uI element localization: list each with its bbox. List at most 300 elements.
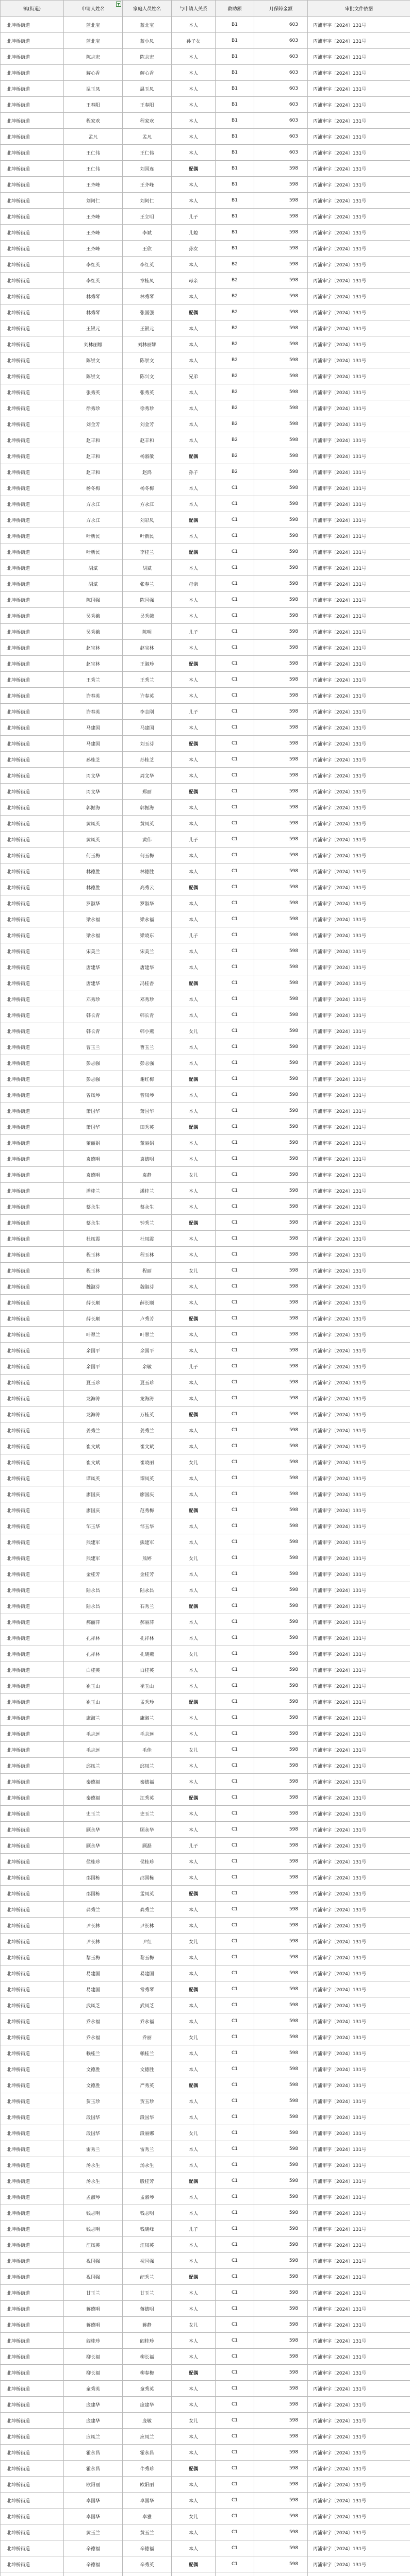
- cell-amount[interactable]: 598: [254, 1582, 308, 1598]
- cell-relation[interactable]: 本人: [172, 768, 216, 784]
- cell-document[interactable]: 丙浦审字〔2024〕131号: [308, 1343, 410, 1359]
- cell-town[interactable]: 北坤桥街道: [1, 1646, 64, 1662]
- cell-level[interactable]: C1: [216, 1247, 254, 1263]
- cell-relation[interactable]: 配偶: [172, 1311, 216, 1327]
- cell-applicant[interactable]: 秦德福: [64, 1774, 123, 1790]
- cell-level[interactable]: C1: [216, 2221, 254, 2237]
- cell-amount[interactable]: 598: [254, 1391, 308, 1406]
- cell-level[interactable]: C1: [216, 1199, 254, 1215]
- cell-member[interactable]: 康淑兰: [123, 1710, 172, 1726]
- cell-level[interactable]: C1: [216, 1678, 254, 1694]
- cell-town[interactable]: 北坤桥街道: [1, 895, 64, 911]
- cell-town[interactable]: 北坤桥街道: [1, 2093, 64, 2109]
- cell-amount[interactable]: 598: [254, 1630, 308, 1646]
- cell-town[interactable]: 北坤桥街道: [1, 1295, 64, 1311]
- cell-level[interactable]: C1: [216, 1039, 254, 1055]
- cell-document[interactable]: 丙浦审字〔2024〕131号: [308, 2253, 410, 2269]
- cell-relation[interactable]: 本人: [172, 1997, 216, 2013]
- cell-relation[interactable]: 本人: [172, 943, 216, 959]
- cell-member[interactable]: 赖桂兰: [123, 2045, 172, 2061]
- cell-document[interactable]: 丙浦审字〔2024〕131号: [308, 2524, 410, 2540]
- cell-relation[interactable]: 本人: [172, 2333, 216, 2349]
- cell-town[interactable]: 北坤桥街道: [1, 768, 64, 784]
- cell-document[interactable]: 丙浦审字〔2024〕131号: [308, 2317, 410, 2333]
- cell-amount[interactable]: 598: [254, 1934, 308, 1950]
- cell-relation[interactable]: 本人: [172, 2429, 216, 2445]
- cell-town[interactable]: 北坤桥街道: [1, 1470, 64, 1486]
- cell-town[interactable]: 北坤桥街道: [1, 2397, 64, 2413]
- cell-document[interactable]: 丙浦审字〔2024〕131号: [308, 2556, 410, 2572]
- cell-relation[interactable]: 配偶: [172, 448, 216, 464]
- cell-document[interactable]: 丙浦审字〔2024〕131号: [308, 2237, 410, 2253]
- cell-document[interactable]: 丙浦审字〔2024〕131号: [308, 352, 410, 368]
- cell-document[interactable]: 丙浦审字〔2024〕131号: [308, 257, 410, 273]
- cell-town[interactable]: 北坤桥街道: [1, 2013, 64, 2029]
- cell-town[interactable]: 北坤桥街道: [1, 145, 64, 161]
- cell-member[interactable]: 雷秀兰: [123, 2141, 172, 2157]
- cell-level[interactable]: C1: [216, 863, 254, 879]
- cell-amount[interactable]: 598: [254, 1646, 308, 1662]
- cell-amount[interactable]: 598: [254, 640, 308, 656]
- cell-town[interactable]: 北坤桥街道: [1, 1518, 64, 1534]
- cell-document[interactable]: 丙浦审字〔2024〕131号: [308, 241, 410, 257]
- cell-document[interactable]: 丙浦审字〔2024〕131号: [308, 1119, 410, 1135]
- cell-relation[interactable]: 女儿: [172, 2509, 216, 2524]
- cell-document[interactable]: 丙浦审字〔2024〕131号: [308, 1263, 410, 1279]
- cell-town[interactable]: 北坤桥街道: [1, 816, 64, 832]
- cell-town[interactable]: 北坤桥街道: [1, 2381, 64, 2397]
- cell-town[interactable]: 北坤桥街道: [1, 1678, 64, 1694]
- cell-town[interactable]: 北坤桥街道: [1, 257, 64, 273]
- cell-town[interactable]: 北坤桥街道: [1, 2285, 64, 2301]
- cell-level[interactable]: C1: [216, 1470, 254, 1486]
- cell-amount[interactable]: 598: [254, 1167, 308, 1183]
- cell-relation[interactable]: 本人: [172, 895, 216, 911]
- cell-level[interactable]: C1: [216, 1997, 254, 2013]
- cell-level[interactable]: C1: [216, 784, 254, 800]
- cell-level[interactable]: C1: [216, 1550, 254, 1566]
- cell-relation[interactable]: 本人: [172, 496, 216, 512]
- cell-town[interactable]: 北坤桥街道: [1, 1135, 64, 1151]
- cell-applicant[interactable]: 蓝北宝: [64, 33, 123, 49]
- cell-town[interactable]: 北坤桥街道: [1, 800, 64, 816]
- cell-town[interactable]: 北坤桥街道: [1, 1758, 64, 1774]
- cell-relation[interactable]: 本人: [172, 1007, 216, 1023]
- cell-document[interactable]: 丙浦审字〔2024〕131号: [308, 1710, 410, 1726]
- cell-document[interactable]: 丙浦审字〔2024〕131号: [308, 1023, 410, 1039]
- cell-applicant[interactable]: 刘金芳: [64, 416, 123, 432]
- cell-applicant[interactable]: 程玉林: [64, 1263, 123, 1279]
- cell-level[interactable]: B1: [216, 161, 254, 177]
- cell-member[interactable]: 刘国连: [123, 161, 172, 177]
- cell-town[interactable]: 北坤桥街道: [1, 1422, 64, 1438]
- cell-applicant[interactable]: 胡斌: [64, 560, 123, 576]
- cell-member[interactable]: 罗淑华: [123, 895, 172, 911]
- cell-town[interactable]: 北坤桥街道: [1, 1007, 64, 1023]
- cell-applicant[interactable]: 郭振海: [64, 800, 123, 816]
- cell-document[interactable]: 丙浦审字〔2024〕131号: [308, 768, 410, 784]
- cell-relation[interactable]: 配偶: [172, 1215, 216, 1231]
- cell-level[interactable]: C1: [216, 1231, 254, 1247]
- cell-relation[interactable]: 儿子: [172, 624, 216, 640]
- cell-amount[interactable]: 598: [254, 1375, 308, 1391]
- cell-level[interactable]: C1: [216, 2189, 254, 2205]
- cell-relation[interactable]: 本人: [172, 1902, 216, 1918]
- cell-applicant[interactable]: 龙海涛: [64, 1406, 123, 1422]
- cell-amount[interactable]: 598: [254, 2285, 308, 2301]
- cell-member[interactable]: 许春英: [123, 688, 172, 704]
- cell-applicant[interactable]: 阎桂珍: [64, 2333, 123, 2349]
- cell-level[interactable]: C1: [216, 2381, 254, 2397]
- cell-amount[interactable]: 598: [254, 496, 308, 512]
- cell-applicant[interactable]: 谭凤英: [64, 1470, 123, 1486]
- cell-town[interactable]: 北坤桥街道: [1, 1694, 64, 1710]
- cell-town[interactable]: 北坤桥街道: [1, 2157, 64, 2173]
- cell-amount[interactable]: 598: [254, 1598, 308, 1614]
- cell-town[interactable]: 北坤桥街道: [1, 2429, 64, 2445]
- cell-amount[interactable]: 603: [254, 129, 308, 145]
- cell-applicant[interactable]: 童秀英: [64, 2381, 123, 2397]
- cell-town[interactable]: 北坤桥街道: [1, 2205, 64, 2221]
- cell-member[interactable]: 辛德福: [123, 2540, 172, 2556]
- cell-town[interactable]: 北坤桥街道: [1, 1055, 64, 1071]
- cell-amount[interactable]: 598: [254, 2365, 308, 2381]
- cell-document[interactable]: 丙浦审字〔2024〕131号: [308, 1806, 410, 1822]
- cell-applicant[interactable]: 许春英: [64, 688, 123, 704]
- header-applicant[interactable]: [64, 1, 123, 17]
- cell-amount[interactable]: 598: [254, 2093, 308, 2109]
- cell-town[interactable]: 北坤桥街道: [1, 624, 64, 640]
- cell-applicant[interactable]: 刘阿仁: [64, 193, 123, 209]
- cell-amount[interactable]: 598: [254, 576, 308, 592]
- cell-applicant[interactable]: 曹玉兰: [64, 1039, 123, 1055]
- cell-member[interactable]: 乔丽: [123, 2029, 172, 2045]
- cell-applicant[interactable]: 萧国华: [64, 1119, 123, 1135]
- cell-amount[interactable]: 598: [254, 1726, 308, 1742]
- header-relation[interactable]: [172, 1, 216, 17]
- cell-amount[interactable]: 598: [254, 2381, 308, 2397]
- cell-amount[interactable]: 603: [254, 65, 308, 81]
- cell-amount[interactable]: 598: [254, 672, 308, 688]
- cell-document[interactable]: 丙浦审字〔2024〕131号: [308, 289, 410, 304]
- cell-applicant[interactable]: 文德胜: [64, 2077, 123, 2093]
- cell-applicant[interactable]: 熊建军: [64, 1550, 123, 1566]
- cell-relation[interactable]: 本人: [172, 129, 216, 145]
- cell-level[interactable]: C1: [216, 1183, 254, 1199]
- cell-document[interactable]: 丙浦审字〔2024〕131号: [308, 1183, 410, 1199]
- cell-member[interactable]: 曾凤琴: [123, 1087, 172, 1103]
- cell-applicant[interactable]: 文德胜: [64, 2061, 123, 2077]
- cell-town[interactable]: 北坤桥街道: [1, 1327, 64, 1343]
- cell-relation[interactable]: 本人: [172, 800, 216, 816]
- cell-applicant[interactable]: 赵丰和: [64, 432, 123, 448]
- cell-town[interactable]: 北坤桥街道: [1, 2317, 64, 2333]
- cell-town[interactable]: 北坤桥街道: [1, 863, 64, 879]
- cell-document[interactable]: 丙浦审字〔2024〕131号: [308, 592, 410, 608]
- cell-town[interactable]: 北坤桥街道: [1, 1071, 64, 1087]
- cell-document[interactable]: 丙浦审字〔2024〕131号: [308, 1790, 410, 1806]
- cell-level[interactable]: C1: [216, 1534, 254, 1550]
- cell-level[interactable]: C1: [216, 1710, 254, 1726]
- cell-member[interactable]: 卓国华: [123, 2493, 172, 2509]
- cell-member[interactable]: 解心香: [123, 65, 172, 81]
- cell-level[interactable]: C1: [216, 592, 254, 608]
- cell-document[interactable]: 丙浦审字〔2024〕131号: [308, 2381, 410, 2397]
- cell-relation[interactable]: 本人: [172, 1231, 216, 1247]
- cell-document[interactable]: 丙浦审字〔2024〕131号: [308, 927, 410, 943]
- cell-member[interactable]: 袁静: [123, 1167, 172, 1183]
- cell-amount[interactable]: 598: [254, 368, 308, 384]
- cell-applicant[interactable]: 卓国华: [64, 2509, 123, 2524]
- cell-document[interactable]: 丙浦审字〔2024〕131号: [308, 2477, 410, 2493]
- cell-member[interactable]: 程丽: [123, 1263, 172, 1279]
- cell-amount[interactable]: 598: [254, 720, 308, 736]
- cell-member[interactable]: 欧阳丽: [123, 2477, 172, 2493]
- cell-town[interactable]: 北坤桥街道: [1, 704, 64, 720]
- cell-relation[interactable]: 本人: [172, 1438, 216, 1454]
- cell-document[interactable]: 丙浦审字〔2024〕131号: [308, 911, 410, 927]
- cell-applicant[interactable]: 何玉梅: [64, 848, 123, 863]
- cell-member[interactable]: 龙海涛: [123, 1391, 172, 1406]
- cell-document[interactable]: 丙浦审字〔2024〕131号: [308, 2077, 410, 2093]
- cell-level[interactable]: C1: [216, 1422, 254, 1438]
- cell-relation[interactable]: 配偶: [172, 544, 216, 560]
- cell-relation[interactable]: 本人: [172, 2381, 216, 2397]
- cell-relation[interactable]: 本人: [172, 400, 216, 416]
- cell-document[interactable]: 丙浦审字〔2024〕131号: [308, 1391, 410, 1406]
- cell-relation[interactable]: 本人: [172, 193, 216, 209]
- cell-applicant[interactable]: 叶新民: [64, 528, 123, 544]
- cell-applicant[interactable]: 辛德福: [64, 2540, 123, 2556]
- cell-member[interactable]: 姜秀兰: [123, 1422, 172, 1438]
- cell-relation[interactable]: 女儿: [172, 2029, 216, 2045]
- cell-town[interactable]: 北坤桥街道: [1, 2445, 64, 2461]
- cell-document[interactable]: 丙浦审字〔2024〕131号: [308, 959, 410, 975]
- cell-member[interactable]: 邱凤兰: [123, 1758, 172, 1774]
- cell-amount[interactable]: 598: [254, 2269, 308, 2285]
- cell-document[interactable]: 丙浦审字〔2024〕131号: [308, 2413, 410, 2429]
- cell-member[interactable]: 秦德福: [123, 1774, 172, 1790]
- cell-applicant[interactable]: 王齐峰: [64, 177, 123, 193]
- cell-applicant[interactable]: 吴秀娥: [64, 608, 123, 624]
- cell-applicant[interactable]: 康淑兰: [64, 1710, 123, 1726]
- cell-level[interactable]: C1: [216, 720, 254, 736]
- cell-relation[interactable]: 本人: [172, 1710, 216, 1726]
- cell-member[interactable]: 余敏: [123, 1359, 172, 1375]
- cell-member[interactable]: 冯桂香: [123, 975, 172, 991]
- cell-level[interactable]: C1: [216, 1071, 254, 1087]
- cell-level[interactable]: B1: [216, 209, 254, 225]
- cell-amount[interactable]: 598: [254, 1343, 308, 1359]
- cell-document[interactable]: 丙浦审字〔2024〕131号: [308, 1502, 410, 1518]
- cell-level[interactable]: C1: [216, 2317, 254, 2333]
- cell-amount[interactable]: 598: [254, 1694, 308, 1710]
- cell-applicant[interactable]: 程家欢: [64, 113, 123, 129]
- cell-amount[interactable]: 598: [254, 2349, 308, 2365]
- cell-member[interactable]: 金桂芳: [123, 1566, 172, 1582]
- cell-document[interactable]: 丙浦审字〔2024〕131号: [308, 33, 410, 49]
- cell-amount[interactable]: 598: [254, 1151, 308, 1167]
- cell-applicant[interactable]: 林秀琴: [64, 304, 123, 320]
- cell-relation[interactable]: 女儿: [172, 1263, 216, 1279]
- cell-level[interactable]: C1: [216, 608, 254, 624]
- cell-document[interactable]: 丙浦审字〔2024〕131号: [308, 895, 410, 911]
- cell-member[interactable]: 刘阿仁: [123, 193, 172, 209]
- cell-member[interactable]: 黄玉兰: [123, 2524, 172, 2540]
- cell-town[interactable]: 北坤桥街道: [1, 1343, 64, 1359]
- cell-town[interactable]: 北坤桥街道: [1, 97, 64, 113]
- cell-document[interactable]: 丙浦审字〔2024〕131号: [308, 2349, 410, 2365]
- cell-amount[interactable]: 598: [254, 2125, 308, 2141]
- cell-relation[interactable]: 本人: [172, 1870, 216, 1886]
- cell-relation[interactable]: 儿子: [172, 2221, 216, 2237]
- cell-relation[interactable]: 本人: [172, 560, 216, 576]
- cell-relation[interactable]: 本人: [172, 2237, 216, 2253]
- cell-member[interactable]: 李斌: [123, 225, 172, 241]
- cell-member[interactable]: 孔祥林: [123, 1630, 172, 1646]
- cell-level[interactable]: C1: [216, 1055, 254, 1071]
- cell-applicant[interactable]: 崔文斌: [64, 1438, 123, 1454]
- cell-relation[interactable]: 本人: [172, 1183, 216, 1199]
- cell-member[interactable]: 史玉兰: [123, 1806, 172, 1822]
- cell-member[interactable]: 杨淑敏: [123, 448, 172, 464]
- cell-town[interactable]: 北坤桥街道: [1, 209, 64, 225]
- cell-amount[interactable]: 598: [254, 1997, 308, 2013]
- cell-town[interactable]: 北坤桥街道: [1, 1774, 64, 1790]
- cell-relation[interactable]: 女儿: [172, 1454, 216, 1470]
- cell-relation[interactable]: 本人: [172, 2493, 216, 2509]
- cell-level[interactable]: C1: [216, 800, 254, 816]
- cell-applicant[interactable]: 孟凡: [64, 129, 123, 145]
- cell-document[interactable]: 丙浦审字〔2024〕131号: [308, 2269, 410, 2285]
- cell-applicant[interactable]: 毛志远: [64, 1726, 123, 1742]
- cell-member[interactable]: 邓秀珍: [123, 991, 172, 1007]
- cell-relation[interactable]: 本人: [172, 352, 216, 368]
- cell-document[interactable]: 丙浦审字〔2024〕131号: [308, 1470, 410, 1486]
- cell-applicant[interactable]: 马建国: [64, 736, 123, 752]
- cell-town[interactable]: 北坤桥街道: [1, 736, 64, 752]
- cell-level[interactable]: B2: [216, 304, 254, 320]
- cell-member[interactable]: 毛志远: [123, 1726, 172, 1742]
- cell-relation[interactable]: 本人: [172, 608, 216, 624]
- cell-member[interactable]: 何玉梅: [123, 848, 172, 863]
- cell-town[interactable]: 北坤桥街道: [1, 592, 64, 608]
- cell-relation[interactable]: 本人: [172, 2477, 216, 2493]
- cell-level[interactable]: C1: [216, 1790, 254, 1806]
- cell-level[interactable]: C1: [216, 1598, 254, 1614]
- cell-level[interactable]: C1: [216, 1582, 254, 1598]
- cell-level[interactable]: C1: [216, 1406, 254, 1422]
- cell-relation[interactable]: 本人: [172, 320, 216, 336]
- cell-applicant[interactable]: 徐秀珍: [64, 400, 123, 416]
- cell-amount[interactable]: 598: [254, 384, 308, 400]
- cell-document[interactable]: 丙浦审字〔2024〕131号: [308, 2301, 410, 2317]
- cell-level[interactable]: C1: [216, 1518, 254, 1534]
- cell-applicant[interactable]: 柳长福: [64, 2349, 123, 2365]
- cell-relation[interactable]: 儿子: [172, 927, 216, 943]
- cell-relation[interactable]: 本人: [172, 1295, 216, 1311]
- cell-applicant[interactable]: 董丽娟: [64, 1135, 123, 1151]
- cell-amount[interactable]: 603: [254, 33, 308, 49]
- cell-amount[interactable]: 598: [254, 241, 308, 257]
- cell-town[interactable]: 北坤桥街道: [1, 2173, 64, 2189]
- cell-relation[interactable]: 兄弟: [172, 368, 216, 384]
- cell-town[interactable]: 北坤桥街道: [1, 65, 64, 81]
- cell-level[interactable]: C1: [216, 991, 254, 1007]
- cell-relation[interactable]: 本人: [172, 2524, 216, 2540]
- cell-relation[interactable]: 本人: [172, 1965, 216, 1981]
- cell-town[interactable]: 北坤桥街道: [1, 1087, 64, 1103]
- cell-amount[interactable]: 598: [254, 959, 308, 975]
- cell-document[interactable]: 丙浦审字〔2024〕131号: [308, 49, 410, 65]
- cell-document[interactable]: 丙浦审字〔2024〕131号: [308, 1422, 410, 1438]
- cell-amount[interactable]: 598: [254, 2253, 308, 2269]
- cell-level[interactable]: B1: [216, 241, 254, 257]
- cell-level[interactable]: B1: [216, 49, 254, 65]
- cell-town[interactable]: 北坤桥街道: [1, 512, 64, 528]
- cell-document[interactable]: 丙浦审字〔2024〕131号: [308, 209, 410, 225]
- cell-applicant[interactable]: 汤永生: [64, 2173, 123, 2189]
- cell-level[interactable]: C1: [216, 1359, 254, 1375]
- cell-document[interactable]: 丙浦审字〔2024〕131号: [308, 2540, 410, 2556]
- cell-amount[interactable]: 598: [254, 2061, 308, 2077]
- cell-level[interactable]: [216, 2572, 254, 2576]
- cell-town[interactable]: 北坤桥街道: [1, 177, 64, 193]
- cell-town[interactable]: 北坤桥街道: [1, 289, 64, 304]
- cell-relation[interactable]: 本人: [172, 2301, 216, 2317]
- cell-document[interactable]: 丙浦审字〔2024〕131号: [308, 704, 410, 720]
- cell-amount[interactable]: 598: [254, 1614, 308, 1630]
- cell-level[interactable]: C1: [216, 1391, 254, 1406]
- cell-amount[interactable]: 598: [254, 2429, 308, 2445]
- cell-document[interactable]: 丙浦审字〔2024〕131号: [308, 304, 410, 320]
- cell-document[interactable]: 丙浦审字〔2024〕131号: [308, 384, 410, 400]
- cell-applicant[interactable]: 赵宝林: [64, 640, 123, 656]
- cell-level[interactable]: C1: [216, 2445, 254, 2461]
- cell-document[interactable]: 丙浦审字〔2024〕131号: [308, 2205, 410, 2221]
- cell-level[interactable]: C1: [216, 2173, 254, 2189]
- cell-amount[interactable]: 598: [254, 1007, 308, 1023]
- cell-amount[interactable]: 603: [254, 81, 308, 97]
- cell-amount[interactable]: 598: [254, 528, 308, 544]
- cell-town[interactable]: 北坤桥街道: [1, 2333, 64, 2349]
- cell-amount[interactable]: 598: [254, 608, 308, 624]
- cell-amount[interactable]: 598: [254, 975, 308, 991]
- cell-applicant[interactable]: 赵丰和: [64, 464, 123, 480]
- cell-applicant[interactable]: 方永江: [64, 512, 123, 528]
- cell-amount[interactable]: 598: [254, 225, 308, 241]
- cell-amount[interactable]: 598: [254, 1918, 308, 1934]
- cell-town[interactable]: 北坤桥街道: [1, 848, 64, 863]
- cell-level[interactable]: B2: [216, 432, 254, 448]
- cell-applicant[interactable]: 魏淑芬: [64, 1279, 123, 1295]
- cell-member[interactable]: 郑丽: [123, 784, 172, 800]
- cell-town[interactable]: 北坤桥街道: [1, 2269, 64, 2285]
- cell-town[interactable]: 北坤桥街道: [1, 225, 64, 241]
- cell-applicant[interactable]: [64, 2572, 123, 2576]
- cell-document[interactable]: 丙浦审字〔2024〕131号: [308, 528, 410, 544]
- cell-town[interactable]: 北坤桥街道: [1, 2029, 64, 2045]
- cell-document[interactable]: 丙浦审字〔2024〕131号: [308, 2493, 410, 2509]
- cell-level[interactable]: C1: [216, 688, 254, 704]
- cell-document[interactable]: 丙浦审字〔2024〕131号: [308, 225, 410, 241]
- cell-document[interactable]: 丙浦审字〔2024〕131号: [308, 368, 410, 384]
- cell-relation[interactable]: 本人: [172, 1726, 216, 1742]
- cell-relation[interactable]: 本人: [172, 1486, 216, 1502]
- cell-member[interactable]: 熊婷: [123, 1550, 172, 1566]
- cell-relation[interactable]: 本人: [172, 432, 216, 448]
- cell-amount[interactable]: 603: [254, 113, 308, 129]
